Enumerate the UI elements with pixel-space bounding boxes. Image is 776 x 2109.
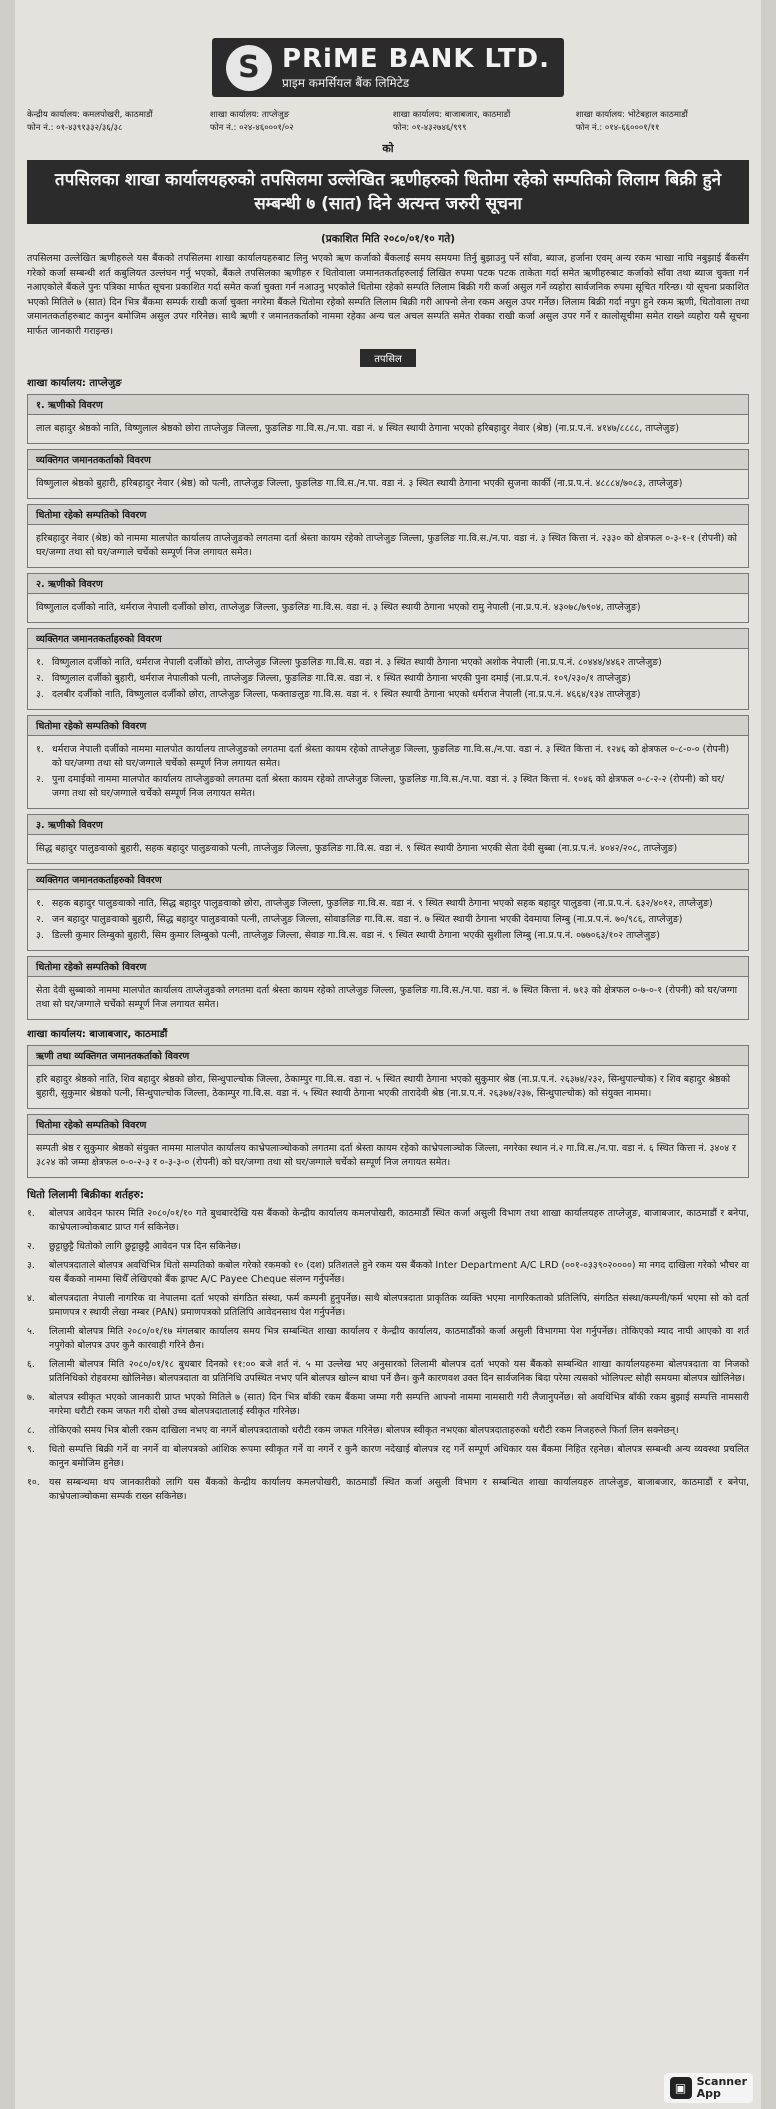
bank-name: PRiME BANK LTD. — [281, 44, 551, 74]
auction-rules — [27, 1207, 749, 1504]
rule-number: ३. — [27, 1260, 35, 1271]
section-body — [27, 977, 749, 1020]
section-heading: धितोमा रहेको सम्पतिको विवरण — [27, 1114, 749, 1135]
item-text: लाल बहादुर श्रेष्ठको नाति, विष्णुलाल श्रेष्ठको छोरा ताप्लेजुङ जिल्ला, फुङलिङ गा.वि.स./न.पा. वडा नं. ४ स्थित स्थायी ठेगाना भएको हरिबहादुर नेवार (श्रेष्ठ) (ना.प्र.प.नं. ४१४७/८८८८, ताप्लेजुङ) — [36, 423, 680, 434]
office-name: शाखा कार्यालय: बाजाबजार, काठमाडौं — [392, 110, 511, 120]
rule-item — [27, 1391, 749, 1419]
section-body — [27, 649, 749, 710]
section-item — [36, 897, 740, 911]
item-text: हरि बहादुर श्रेष्ठको नाति, शिव बहादुर श्रेष्ठको छोरा, सिन्धुपाल्चोक जिल्ला, ठेकाम्पुर गा.वि.स. वडा नं. ५ स्थित स्थायी ठेगाना भएको सुकुमार श्रेष्ठ (ना.प्र.प.नं. २६३७४/२३२, सिन्धुपाल्चोक) र शिव बहादुर श्रेष्ठको बुहारी, सुकुमार श्रेष्ठको पत्नी, सिन्धुपाल्चोक जिल्ला, ठेकाम्पुर गा.वि.स. वडा नं. ५ स्थित स्थायी ठेगाना भएकी तारादेवी श्रेष्ठ (ना.प्र.प.नं. २६३७४/२३७, सिन्धुपाल्चोक) को संयुक्त नाममा। — [36, 1074, 731, 1099]
section-body — [27, 890, 749, 951]
tapasil-heading: तपसिल — [27, 347, 749, 367]
item-text: हरिबहादुर नेवार (श्रेष्ठ) को नाममा मालपोत कार्यालय ताप्लेजुङको लगतमा दर्ता श्रेस्ता कायम रहेको ताप्लेजुङ जिल्ला, फुङलिङ गा.वि.स./न.पा. वडा नं. ३ स्थित कित्ता नं. २३३० को क्षेत्रफल ०-३-१-१ (रोपनी) को घर/जग्गा तथा सो घर/जग्गाले चर्चेको सम्पूर्ण निज लगायत समेत। — [36, 533, 737, 558]
publication-date: (प्रकाशित मिति २०८०/०१/१० गते) — [320, 233, 456, 245]
item-text: सम्पती श्रेष्ठ र सुकुमार श्रेष्ठको संयुक्त नाममा मालपोत कार्यालय काभ्रेपलाञ्चोकको लगतमा दर्ता श्रेस्ता कायम रहेको काभ्रेपलाञ्चोक जिल्ला, नगरेका स्थान नं.२ गा.वि.स./न.पा. वडा नं. ६ स्थित कित्ता नं. ३४०४ र ३८२४ को जम्मा क्षेत्रफल ०-०-२-३ र ०-३-३-० (रोपनी) को घर/जग्गा तथा सो घर/जग्गाले चर्चेको सम्पूर्ण निज लगायत समेत। — [36, 1143, 736, 1168]
item-text: विष्णुलाल दर्जीको नाति, धर्मराज नेपाली दर्जीको छोरा, ताप्लेजुङ जिल्ला, फुङलिङ गा.वि.स. वडा नं. ३ स्थित स्थायी ठेगाना भएको रामु नेपाली (ना.प्र.प.नं. ४३०७८/७९०४, ताप्लेजुङ) — [36, 602, 641, 613]
section-item — [36, 477, 740, 491]
rule-item — [27, 1424, 749, 1438]
section-heading: १. ऋणीको विवरण — [27, 394, 749, 415]
section-body — [27, 835, 749, 864]
rule-number: ८. — [27, 1425, 35, 1436]
section-heading: धितोमा रहेको सम्पतिको विवरण — [27, 956, 749, 977]
rule-number: ७. — [27, 1392, 35, 1403]
scanner-icon: ▣ — [670, 2077, 692, 2099]
rule-item — [27, 1325, 749, 1353]
rule-text: बोलपत्रदाताले बोलपत्र अवधिभित्र धितो सम्पतिको कबोल गरेको रकमको १० (दश) प्रतिशतले हुने रकम यस बैंकको Inter Department A/C LRD (००१-०३३९०२००००) मा नगद दाखिला गरेको भौचर वा यस बैंकको नाममा सिधैँ लेखिएको बैंक ड्राफ्ट A/C Payee Cheque संलग्न गर्नुपर्नेछ। — [49, 1260, 749, 1285]
section-heading: ऋणी तथा व्यक्तिगत जमानतकर्ताको विवरण — [27, 1045, 749, 1066]
item-text: सेता देवी सुब्बाको नाममा मालपोत कार्यालय ताप्लेजुङको लगतमा दर्ता श्रेस्ता कायम रहेको ताप्लेजुङ जिल्ला, फुङलिङ गा.वि.स./न.पा. वडा नं. ७ स्थित कित्ता नं. ७१३ को क्षेत्रफल ०-७-०-१ (रोपनी) को घर/जग्गा तथा सो घर/जग्गाले चर्चेको सम्पूर्ण निज लगायत समेत। — [36, 985, 738, 1010]
item-text: पुना दमाईको नाममा मालपोत कार्यालय ताप्लेजुङको लगतमा दर्ता श्रेस्ता कायम रहेको ताप्लेजुङ जिल्ला, फुङलिङ गा.वि.स./न.पा. वडा नं. ३ स्थित कित्ता नं. १०४६ को क्षेत्रफल ०-८-२-२ (रोपनी) को घर/जग्गा तथा सो घर/जग्गाले चर्चेको सम्पूर्ण निज लगायत समेत। — [52, 774, 725, 799]
office-addresses — [27, 109, 749, 135]
rule-item — [27, 1207, 749, 1235]
section-heading: धितोमा रहेको सम्पतिको विवरण — [27, 715, 749, 736]
section-item — [36, 773, 740, 801]
item-number: १. — [36, 898, 44, 909]
rule-text: बोलपत्र आवेदन फारम मिति २०८०/०१/१० गते बुधबारदेखि यस बैंकको केन्द्रीय कार्यालय कमलपोखरी, काठमाडौं स्थित कर्जा असुली विभाग तथा शाखा कार्यालयहरु ताप्लेजुङ, बाजाबजार, काठमाडौं र बनेपा, काभ्रेपलाञ्चोकबाट प्राप्त गर्न सकिनेछ। — [49, 1208, 749, 1233]
rule-text: बोलपत्र स्वीकृत भएको जानकारी प्राप्त भएको मितिले ७ (सात) दिन भित्र बाँकी रकम बैंकमा जम्मा गरी सम्पत्ति आफ्नो नाममा नामसारी गरी लैजानुपर्नेछ। सो अवधिभित्र बाँकी रकम बुझाई सम्पत्ति नामसारी नगरेमा धरौटी रकम जफत गरी दोस्रो उच्च बोलपत्रदातालाई स्वीकृत गरिनेछ। — [49, 1392, 749, 1417]
item-number: ३. — [36, 930, 44, 941]
rule-number: ९. — [27, 1444, 35, 1455]
item-text: सिद्ध बहादुर पालुङवाको बुहारी, सहक बहादुर पालुङवाको पत्नी, ताप्लेजुङ जिल्ला, फुङलिङ गा.वि.स. वडा नं. ९ स्थित स्थायी ठेगाना भएकी सेता देवी सुब्बा (ना.प्र.प.नं. ४०४२/२०८, ताप्लेजुङ) — [36, 843, 678, 854]
rule-text: तोकिएको समय भित्र बोली रकम दाखिला नभए वा नगर्ने बोलपत्रदाताको धरौटी रकम जफत गरिनेछ। बोलपत्र स्वीकृत नभएका बोलपत्रदाताहरुको धरौटी रकम निजहरुले फिर्ता लिन सक्नेछन्। — [49, 1425, 679, 1436]
item-text: जन बहादुर पालुङवाको बुहारी, सिद्ध बहादुर पालुङवाको पत्नी, ताप्लेजुङ जिल्ला, सोवाङलिङ गा.वि.स. वडा नं. ७ स्थित स्थायी ठेगाना भएकी देवमाया लिम्बु (ना.प्र.प.नं. ७०/९८६, ताप्लेजुङ) — [52, 914, 683, 925]
section-body — [27, 415, 749, 444]
section-heading: व्यक्तिगत जमानतकर्ताहरुको विवरण — [27, 869, 749, 890]
bank-header — [27, 38, 749, 97]
section-heading: ३. ऋणीको विवरण — [27, 814, 749, 835]
rule-number: १०. — [27, 1477, 40, 1488]
item-text: दलबीर दर्जीको नाति, विष्णुलाल दर्जीको छोरा, ताप्लेजुङ जिल्ला, फक्ताङलुङ गा.वि.स. वडा नं. १ स्थित स्थायी ठेगाना भएको धर्मराज नेपाली (ना.प्र.प.नं. ४६६४/१३४ ताप्लेजुङ) — [52, 689, 641, 700]
office-phone: फोन: ०१-४३२७४६/९९९ — [392, 123, 467, 133]
section-item — [36, 532, 740, 560]
rule-item — [27, 1259, 749, 1287]
rule-number: १. — [27, 1208, 35, 1219]
office-block — [210, 109, 383, 135]
section-item — [36, 929, 740, 943]
section-item — [36, 1073, 740, 1101]
rule-text: बोलपत्रदाता नेपाली नागरिक वा नेपालमा दर्ता भएको संगठित संस्था, फर्म कम्पनी हुनुपर्नेछ। साथै बोलपत्रदाता प्राकृतिक व्यक्ति भएमा नागरिकताको प्रतिलिपि, संगठित संस्था/कम्पनी/फर्म भएमा सो को दर्ता प्रमाणपत्र र स्थायी लेखा नम्बर (PAN) प्रमाणपत्रको प्रतिलिपि आवेदनसाथ पेश गर्नुपर्नेछ। — [49, 1293, 749, 1318]
section-heading: व्यक्तिगत जमानतकर्ताहरुको विवरण — [27, 628, 749, 649]
watermark-line1: Scanner — [696, 2075, 747, 2088]
item-number: २. — [36, 914, 44, 925]
item-number: १. — [36, 657, 44, 668]
rule-text: यस सम्बन्धमा थप जानकारीको लागि यस बैंकको केन्द्रीय कार्यालय कमलपोखरी, काठमाडौं स्थित कर्जा असुली विभाग र सम्बन्धित शाखा कार्यालयहरु ताप्लेजुङ, बाजाबजार, काठमाडौं र बनेपा, काभ्रेपलाञ्चोकमा सम्पर्क राख्न सकिनेछ। — [49, 1477, 749, 1502]
bank-logo — [212, 38, 564, 97]
office-name: केन्द्रीय कार्यालय: कमलपोखरी, काठमाडौं — [27, 110, 153, 120]
intro-paragraph: तपसिलमा उल्लेखित ऋणीहरुले यस बैंकको तपसिलमा शाखा कार्यालयहरुबाट लिनु भएको ऋण कर्जाको बैंकलाई समय समयमा तिर्नु बुझाउनु पर्ने साँवा, ब्याज, हर्जाना एवम् अन्य रकम भाखा नाघि नबुझाई बैंकसँग गरेको कर्जा सम्बन्धी शर्त कबुलियत उल्लंघन गर्नु भएको, बैंकले तपसिलका ऋणीहरु र धितोवाला जमानतकर्ताहरुलाई लिखित रुपमा पटक पटक ताकेता गर्दा समेत ऋणीहरुबाट कर्जाको साँवा तथा ब्याज चुक्ता गर्न नआएकोले बैंकले पुनः पत्रिका मार्फत सूचना प्रकाशित गर्दा समेत कर्जा चुक्ता गर्न नआउनु भएकोले धितोमा रहेको सम्पति लिलाम बिक्री गरी कर्जा असुल गर्ने व्यहोरा सार्वजनिक रुपमा सूचित गरिन्छ। यो सूचना प्रकाशित भएको मितिले ७ (सात) दिन भित्र बैंकमा सम्पर्क राखी कर्जा चुक्ता नगरेमा बैंकले धितोमा रहेको सम्पति लिलाम बिक्री गरी आफ्नो लेना रकम असुल उपर गर्नेछ। लिलाम बिक्री गर्दा नपुग हुने रकम ऋणी, धितोवाला तथा जमानतकर्ताहरुबाट कानुन बमोजिम असुल उपर गरिनेछ। साथै ऋणी र जमानतकर्ताको नाममा रहेका अन्य चल अचल सम्पति समेत रोक्का राखी कर्जा असुल उपर गर्ने र कालोसूचीमा समेत राख्ने व्यहोरा यसै सूचना मार्फत जानकारी गराइन्छ। — [27, 253, 749, 337]
section-item — [36, 688, 740, 702]
rule-item — [27, 1443, 749, 1471]
item-number: ३. — [36, 689, 44, 700]
section-item — [36, 422, 740, 436]
bank-name-nepali: प्राइम कमर्सियल बैंक लिमिटेड — [281, 76, 410, 90]
section-body — [27, 1135, 749, 1178]
branch-details — [27, 375, 749, 1178]
notice-page — [15, 0, 761, 2109]
section-body — [27, 470, 749, 499]
section-item — [36, 984, 740, 1012]
notice-headline: तपसिलका शाखा कार्यालयहरुको तपसिलमा उल्लेखित ऋणीहरुको धितोमा रहेको सम्पतिको लिलाम बिक्री हुने सम्बन्धी ७ (सात) दिने अत्यन्त जरुरी सूचना — [27, 160, 749, 224]
office-block — [393, 109, 566, 135]
scanner-app-watermark — [664, 2073, 753, 2103]
item-text: विष्णुलाल दर्जीको बुहारी, धर्मराज नेपालीको पत्नी, ताप्लेजुङ जिल्ला, फुङलिङ गा.वि.स. वडा नं. १ स्थित स्थायी ठेगाना भएकी पुना दमाई (ना.प्र.प.नं. १०९/२३०/१ ताप्लेजुङ) — [52, 673, 631, 684]
rule-number: ४. — [27, 1293, 35, 1304]
rule-item — [27, 1240, 749, 1254]
office-name: शाखा कार्यालय: भोटेबहाल काठमाडौं — [575, 110, 688, 120]
rule-item — [27, 1476, 749, 1504]
section-item — [36, 672, 740, 686]
office-phone: फोन नं.: ०१४-६६०००१/११ — [575, 123, 660, 133]
rule-text: लिलामी बोलपत्र मिति २०८०/०१/१७ मंगलबार कार्यालय समय भित्र सम्बन्धित शाखा कार्यालय र केन्द्रीय कार्यालय, काठमाडौंको कर्जा असुली विभागमा पेश गर्नुपर्नेछ। तोकिएको म्याद नाघी आएको वा शर्त नपुगेको बोलपत्र उपर कुनै कारवाही गरिने छैन। — [49, 1326, 749, 1351]
section-item — [36, 743, 740, 771]
item-number: २. — [36, 673, 44, 684]
bank-logo-icon: S — [226, 45, 272, 91]
rule-number: ६. — [27, 1359, 35, 1370]
item-text: धर्मराज नेपाली दर्जीको नाममा मालपोत कार्यालय ताप्लेजुङको लगतमा दर्ता श्रेस्ता कायम रहेको ताप्लेजुङ जिल्ला, फुङलिङ गा.वि.स./न.पा. वडा नं. ३ स्थित कित्ता नं. १२४६ को क्षेत्रफल ०-८-०-० (रोपनी) को घर/जग्गा तथा सो घर/जग्गाले चर्चेको सम्पूर्ण निज लगायत समेत। — [52, 744, 730, 769]
rule-item — [27, 1358, 749, 1386]
item-number: १. — [36, 744, 44, 755]
section-body — [27, 1066, 749, 1109]
section-item — [36, 1142, 740, 1170]
office-phone: फोन नं.: ०१-४३९१३३२/३६/३८ — [27, 123, 123, 133]
section-item — [36, 913, 740, 927]
item-text: सहक बहादुर पालुङवाको नाति, सिद्ध बहादुर पालुङवाको छोरा, ताप्लेजुङ जिल्ला, फुङलिङ गा.वि.स. वडा नं. ९ स्थित स्थायी ठेगाना भएको सहक बहादुर पालुङवा (ना.प्र.प.नं. ६३२/४०१२, ताप्लेजुङ) — [52, 898, 713, 909]
section-heading: व्यक्तिगत जमानतकर्ताको विवरण — [27, 449, 749, 470]
branch-title: शाखा कार्यालय: बाजाबजार, काठमाडौं — [27, 1029, 168, 1040]
office-block — [27, 109, 200, 135]
section-item — [36, 656, 740, 670]
branch-title: शाखा कार्यालय: ताप्लेजुङ — [27, 378, 122, 389]
section-heading: २. ऋणीको विवरण — [27, 573, 749, 594]
section-body — [27, 736, 749, 809]
section-body — [27, 594, 749, 623]
rule-number: ५. — [27, 1326, 35, 1337]
watermark-line2: App — [696, 2087, 721, 2100]
office-name: शाखा कार्यालय: ताप्लेजुङ — [209, 110, 290, 120]
office-block — [576, 109, 749, 135]
office-phone: फोन नं.: ०२४-४६०००१/०२ — [209, 123, 294, 133]
ko-label: को — [382, 142, 394, 155]
section-item — [36, 842, 740, 856]
rule-text: धितो सम्पत्ति बिक्री गर्ने वा नगर्ने वा बोलपत्रको आंशिक रूपमा स्वीकृत गर्ने वा नगर्ने र कुनै कारण नदेखाई बोलपत्र रद्द गर्ने सम्पूर्ण अधिकार यस बैंकमा निहित रहनेछ। बोलपत्र सम्बन्धी अन्य व्यवस्था प्रचलित कानुन बमोजिम हुनेछ। — [49, 1444, 749, 1469]
section-body — [27, 525, 749, 568]
rule-number: २. — [27, 1241, 35, 1252]
rule-text: लिलामी बोलपत्र मिति २०८०/०१/१८ बुधबार दिनको ११:०० बजे शर्त नं. ५ मा उल्लेख भए अनुसारको लिलामी बोलपत्र दर्ता भएको यस बैंकको सम्बन्धित शाखा कार्यालयहरुमा बोलपत्रदाता वा निजको प्रतिनिधिको रोहवरमा खोलिनेछ। बोलपत्रदाता वा प्रतिनिधि उपस्थित नभए पनि बोलपत्र खोल्न बाधा पर्ने छैन। कुनै कारणवश उक्त दिन सार्वजनिक बिदा परेमा त्यसको भोलिपल्ट सोही समयमा बोलपत्र खोलिनेछ। — [49, 1359, 749, 1384]
rule-text: छुट्टाछुट्टै धितोको लागि छुट्टाछुट्टै आवेदन पत्र दिन सकिनेछ। — [49, 1241, 241, 1252]
section-heading: धितोमा रहेको सम्पतिको विवरण — [27, 504, 749, 525]
item-text: डिल्ली कुमार लिम्बुको बुहारी, सिम कुमार लिम्बुको पत्नी, ताप्लेजुङ जिल्ला, सेवाङ गा.वि.स. वडा नं. ९ स्थित स्थायी ठेगाना भएकी सुशीला लिम्बु (ना.प्र.प.नं. ०७७०६३/१०२ ताप्लेजुङ) — [52, 930, 660, 941]
rule-item — [27, 1292, 749, 1320]
rules-heading: धितो लिलामी बिक्रीका शर्तहरु: — [27, 1189, 144, 1201]
item-text: विष्णुलाल दर्जीको नाति, धर्मराज नेपाली दर्जीको छोरा, ताप्लेजुङ जिल्ला फुङलिङ गा.वि.स. वडा नं. ३ स्थित स्थायी ठेगाना भएको अशोक नेपाली (ना.प्र.प.नं. ८०४४४/४४६२ ताप्लेजुङ) — [52, 657, 662, 668]
item-number: २. — [36, 774, 44, 785]
section-item — [36, 601, 740, 615]
item-text: विष्णुलाल श्रेष्ठको बुहारी, हरिबहादुर नेवार (श्रेष्ठ) को पत्नी, ताप्लेजुङ जिल्ला, फुङलिङ गा.वि.स./न.पा. वडा नं. ३ स्थित स्थायी ठेगाना भएकी सुजना कार्की (ना.प्र.प.नं. ४८८८४/७०८३, ताप्लेजुङ) — [36, 478, 683, 489]
